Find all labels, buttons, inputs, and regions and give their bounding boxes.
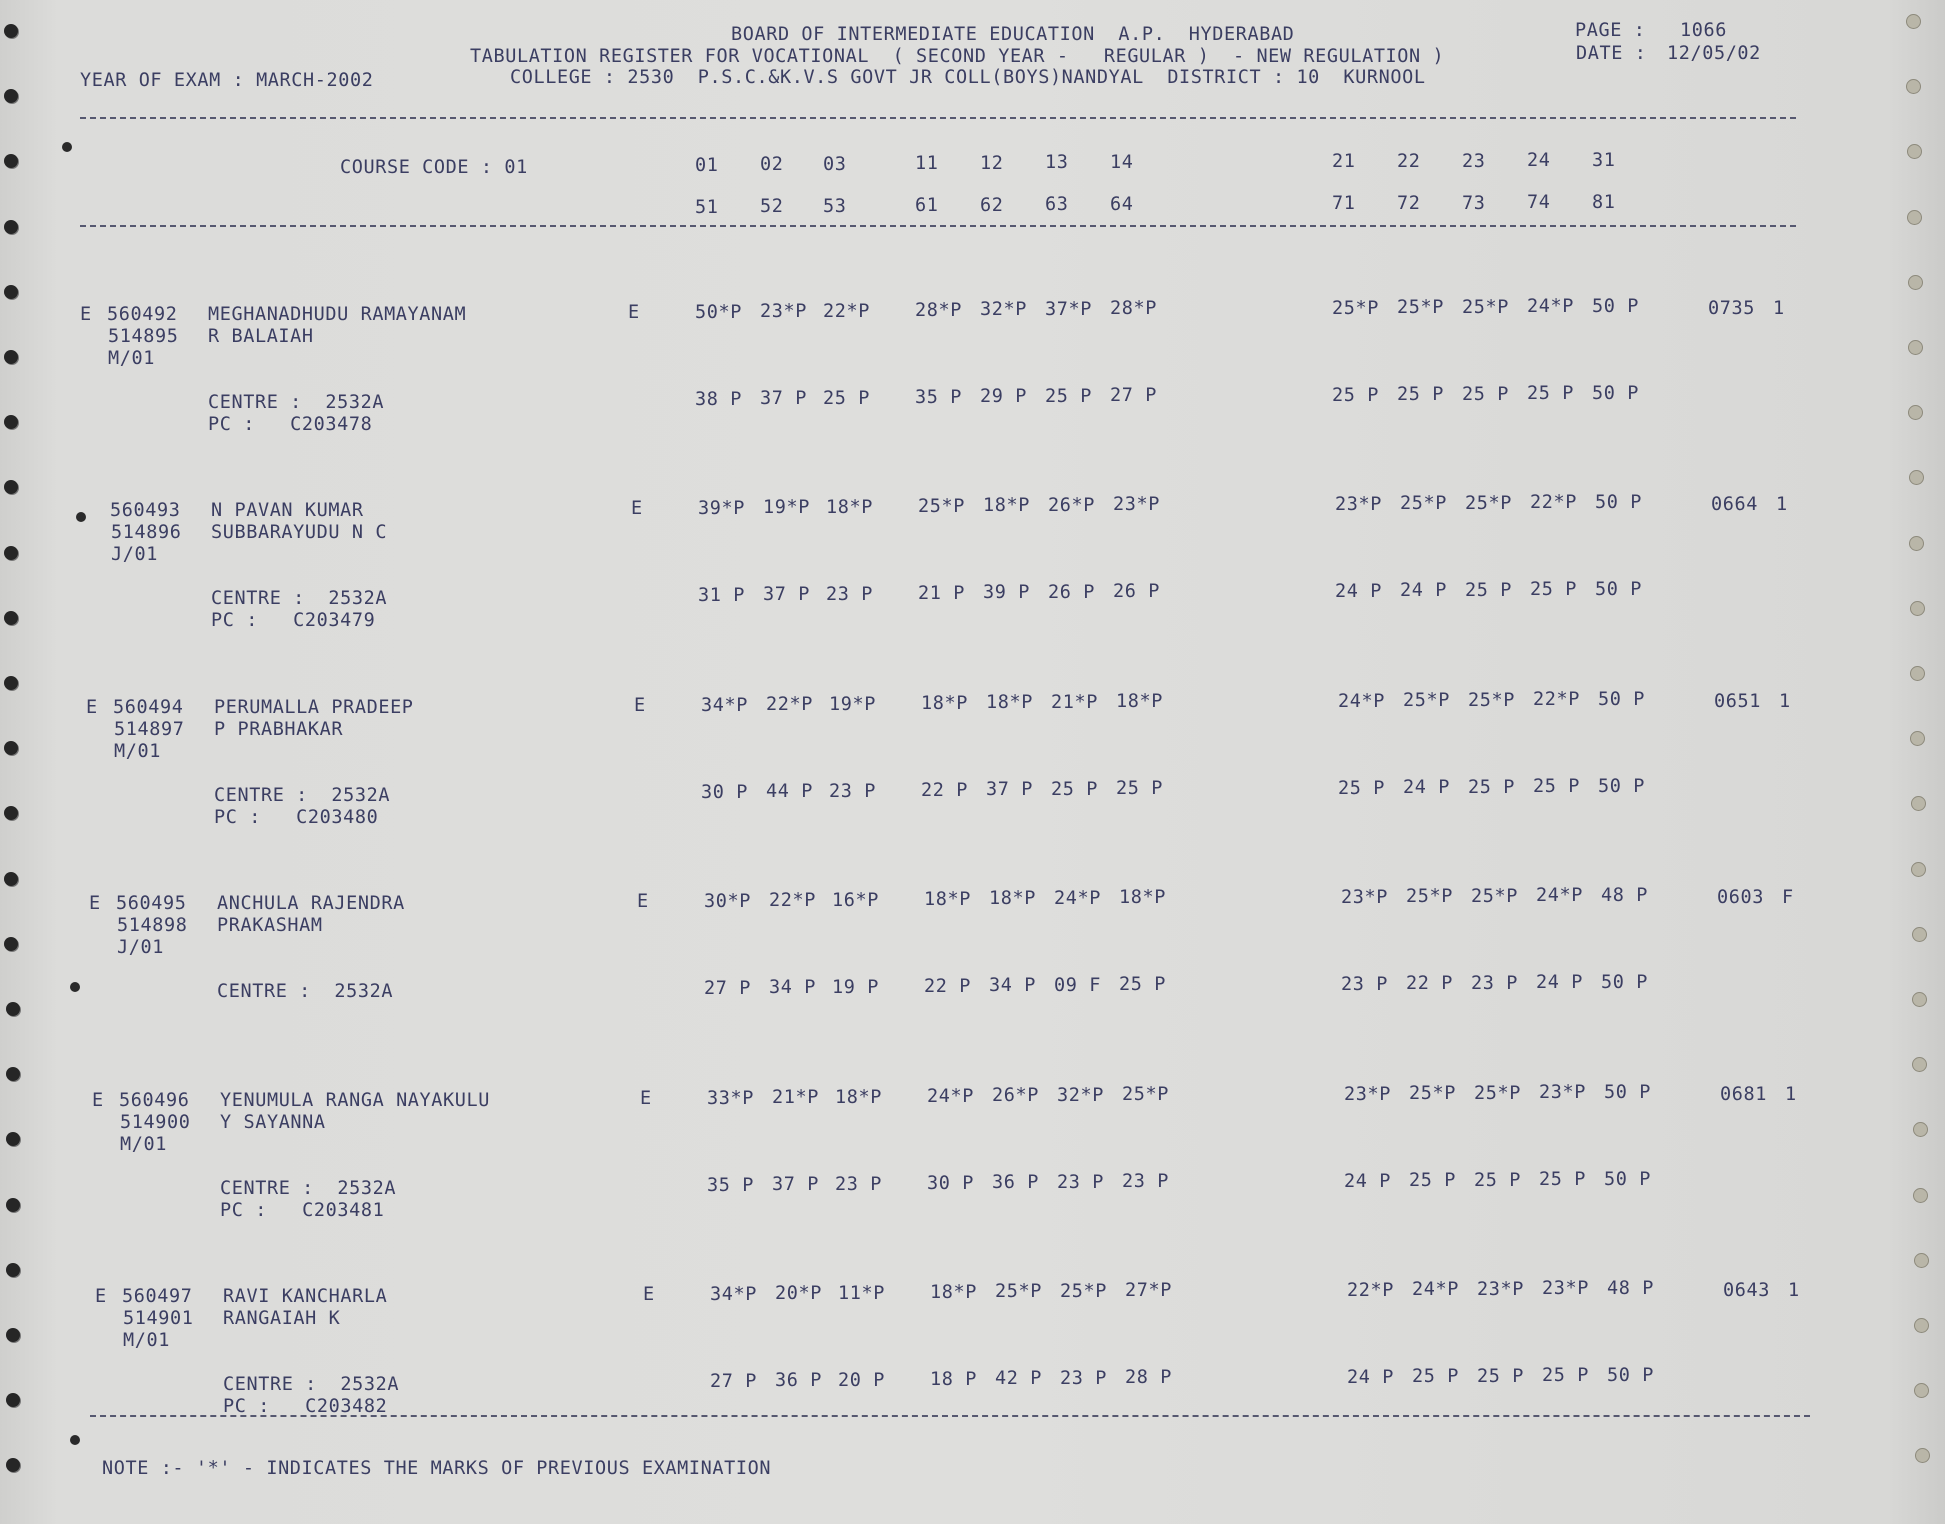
mark-second-year: 25 P <box>1045 385 1092 407</box>
course-code: 24 <box>1527 150 1551 172</box>
feed-hole <box>6 1198 20 1212</box>
mark-second-year: 20 P <box>838 1369 885 1391</box>
mark-second-year: 25 P <box>1533 776 1580 798</box>
mark-second-year: 09 F <box>1054 974 1101 996</box>
report-date: 12/05/02 <box>1667 43 1761 64</box>
feed-hole <box>4 24 18 38</box>
mark-first-year: 50 P <box>1595 492 1642 513</box>
mark-first-year: 48 P <box>1607 1278 1654 1299</box>
course-code: 62 <box>980 194 1004 216</box>
mark-first-year: 50*P <box>695 302 742 323</box>
mark-first-year: 20*P <box>775 1283 822 1305</box>
pc-number: PC : C203480 <box>214 807 379 828</box>
roll-number: 560492 <box>107 304 178 325</box>
feed-hole <box>1914 1253 1929 1268</box>
mark-first-year: 27*P <box>1125 1280 1172 1302</box>
category: J/01 <box>111 544 158 565</box>
centre: CENTRE : 2532A <box>208 392 385 413</box>
mark-first-year: 34*P <box>710 1284 757 1305</box>
roll-number: 560497 <box>122 1286 193 1307</box>
mark-first-year: 21*P <box>1051 691 1098 713</box>
mark-second-year: 23 P <box>1471 972 1518 994</box>
mark-first-year: 26*P <box>992 1085 1039 1107</box>
mark-first-year: 25*P <box>918 495 965 517</box>
mark-first-year: 16*P <box>832 889 879 911</box>
grand-total: 0735 <box>1708 298 1755 319</box>
medium: E <box>628 302 640 323</box>
father-name: PRAKASHAM <box>217 915 323 936</box>
feed-hole <box>6 1328 20 1342</box>
mark-first-year: 25*P <box>1122 1084 1169 1106</box>
feed-hole <box>4 937 18 951</box>
result: 1 <box>1779 691 1791 712</box>
feed-hole <box>6 1067 20 1081</box>
student-name: PERUMALLA PRADEEP <box>214 697 414 718</box>
mark-second-year: 50 P <box>1607 1365 1654 1386</box>
mark-second-year: 28 P <box>1125 1367 1172 1389</box>
registration-number: 514895 <box>108 326 179 347</box>
footnote: NOTE :- '*' - INDICATES THE MARKS OF PREVIOUS EXAMINATION <box>102 1458 772 1479</box>
printer-mark <box>70 982 80 992</box>
mark-second-year: 25 P <box>1397 383 1444 405</box>
mark-second-year: 35 P <box>707 1175 754 1196</box>
course-code: 12 <box>980 152 1004 174</box>
pc-number: PC : C203482 <box>223 1396 388 1417</box>
registration-number: 514897 <box>114 719 185 740</box>
mark-first-year: 18*P <box>826 496 873 518</box>
course-code: 73 <box>1462 192 1486 214</box>
mark-second-year: 25 P <box>1332 384 1379 406</box>
mark-second-year: 21 P <box>918 582 965 604</box>
pc-number: PC : C203478 <box>208 414 373 435</box>
father-name: RANGAIAH K <box>223 1308 341 1329</box>
medium: E <box>631 498 643 519</box>
mark-first-year: 50 P <box>1598 689 1645 710</box>
board-title: BOARD OF INTERMEDIATE EDUCATION A.P. HYDERABAD <box>731 24 1295 45</box>
page-label: PAGE : <box>1575 20 1646 41</box>
mark-first-year: 50 P <box>1604 1082 1651 1103</box>
mark-first-year: 24*P <box>1412 1278 1459 1300</box>
course-code: 23 <box>1462 150 1486 172</box>
mark-second-year: 25 P <box>1527 383 1574 405</box>
mark-first-year: 34*P <box>701 695 748 716</box>
mark-first-year: 18*P <box>930 1281 977 1303</box>
father-name: Y SAYANNA <box>220 1112 326 1133</box>
centre: CENTRE : 2532A <box>211 588 388 609</box>
feed-hole <box>6 1263 20 1277</box>
feed-hole <box>1908 275 1923 290</box>
mark-first-year: 19*P <box>763 497 810 519</box>
mark-second-year: 25 P <box>1116 778 1163 800</box>
feed-hole <box>1914 1318 1929 1333</box>
category: M/01 <box>114 741 161 762</box>
mark-first-year: 23*P <box>1477 1278 1524 1300</box>
mark-first-year: 11*P <box>838 1282 885 1304</box>
mark-second-year: 44 P <box>766 781 813 803</box>
mark-second-year: 39 P <box>983 582 1030 604</box>
mark-second-year: 31 P <box>698 585 745 606</box>
mark-first-year: 25*P <box>1332 297 1379 319</box>
tabulation-title: TABULATION REGISTER FOR VOCATIONAL ( SECOND YEAR - REGULAR ) - NEW REGULATION ) <box>470 46 1445 67</box>
mark-second-year: 24 P <box>1344 1170 1391 1192</box>
mark-first-year: 48 P <box>1601 885 1648 906</box>
pc-number: PC : C203481 <box>220 1200 385 1221</box>
mark-first-year: 23*P <box>1335 493 1382 515</box>
medium: E <box>634 695 646 716</box>
mark-first-year: 22*P <box>766 694 813 716</box>
feed-hole <box>4 741 18 755</box>
father-name: R BALAIAH <box>208 326 314 347</box>
mark-second-year: 23 P <box>826 583 873 605</box>
mark-first-year: 18*P <box>835 1086 882 1108</box>
category: M/01 <box>120 1134 167 1155</box>
mark-first-year: 24*P <box>927 1085 974 1107</box>
mark-first-year: 33*P <box>707 1088 754 1109</box>
mark-first-year: 25*P <box>1462 296 1509 318</box>
mark-first-year: 24*P <box>1536 885 1583 907</box>
mark-second-year: 26 P <box>1113 581 1160 603</box>
father-name: SUBBARAYUDU N C <box>211 522 388 543</box>
medium: E <box>640 1088 652 1109</box>
mark-first-year: 18*P <box>989 888 1036 910</box>
feed-hole <box>1911 862 1926 877</box>
feed-hole <box>1908 405 1923 420</box>
course-code: 14 <box>1110 151 1134 173</box>
feed-hole <box>1906 79 1921 94</box>
mark-second-year: 22 P <box>921 779 968 801</box>
student-name: RAVI KANCHARLA <box>223 1286 388 1307</box>
mark-first-year: 23*P <box>1341 886 1388 908</box>
mark-second-year: 50 P <box>1604 1169 1651 1190</box>
course-code: 03 <box>823 153 847 175</box>
mark-first-year: 25*P <box>1406 885 1453 907</box>
course-code: 02 <box>760 154 784 176</box>
year-of-exam: YEAR OF EXAM : MARCH-2002 <box>80 70 374 91</box>
mark-first-year: 22*P <box>769 890 816 912</box>
course-code: 13 <box>1045 152 1069 174</box>
feed-hole <box>1909 536 1924 551</box>
result: 1 <box>1773 298 1785 319</box>
record-prefix: E <box>86 697 98 718</box>
feed-hole <box>1910 601 1925 616</box>
printer-mark <box>76 512 86 522</box>
mark-second-year: 22 P <box>1406 972 1453 994</box>
course-code: 72 <box>1397 192 1421 214</box>
course-code: 11 <box>915 153 939 175</box>
category: J/01 <box>117 937 164 958</box>
roll-number: 560496 <box>119 1090 190 1111</box>
mark-second-year: 37 P <box>772 1174 819 1196</box>
mark-first-year: 25*P <box>1403 689 1450 711</box>
centre: CENTRE : 2532A <box>223 1374 400 1395</box>
mark-second-year: 23 P <box>1341 973 1388 995</box>
mark-first-year: 24*P <box>1338 690 1385 712</box>
feed-hole <box>4 611 18 625</box>
result: 1 <box>1776 494 1788 515</box>
mark-second-year: 25 P <box>1338 777 1385 799</box>
mark-second-year: 23 P <box>1122 1171 1169 1193</box>
mark-second-year: 23 P <box>829 780 876 802</box>
course-code: 74 <box>1527 192 1551 214</box>
result: 1 <box>1788 1280 1800 1301</box>
feed-hole <box>1907 210 1922 225</box>
printer-mark <box>62 142 72 152</box>
course-code: 81 <box>1592 192 1616 213</box>
mark-first-year: 22*P <box>1530 492 1577 514</box>
left-tractor-feed-holes <box>4 0 26 1524</box>
mark-first-year: 25*P <box>1400 492 1447 514</box>
feed-hole <box>4 872 18 886</box>
grand-total: 0603 <box>1717 887 1764 908</box>
mark-first-year: 25*P <box>1474 1082 1521 1104</box>
mark-second-year: 23 P <box>1060 1367 1107 1389</box>
feed-hole <box>4 806 18 820</box>
registration-number: 514900 <box>120 1112 191 1133</box>
mark-second-year: 24 P <box>1403 776 1450 798</box>
result: F <box>1782 887 1794 908</box>
mark-second-year: 23 P <box>835 1173 882 1195</box>
mark-first-year: 18*P <box>1119 887 1166 909</box>
mark-second-year: 25 P <box>1474 1169 1521 1191</box>
result: 1 <box>1785 1084 1797 1105</box>
grand-total: 0681 <box>1720 1084 1767 1105</box>
mark-second-year: 24 P <box>1536 972 1583 994</box>
mark-second-year: 38 P <box>695 389 742 410</box>
feed-hole <box>4 220 18 234</box>
mark-first-year: 19*P <box>829 693 876 715</box>
roll-number: 560495 <box>116 893 187 914</box>
course-code: 51 <box>695 197 719 218</box>
course-code: 61 <box>915 195 939 217</box>
mark-first-year: 30*P <box>704 891 751 912</box>
mark-second-year: 25 P <box>1409 1169 1456 1191</box>
mark-second-year: 23 P <box>1057 1171 1104 1193</box>
mark-second-year: 26 P <box>1048 581 1095 603</box>
mark-first-year: 22*P <box>823 300 870 322</box>
mark-second-year: 37 P <box>760 388 807 410</box>
feed-hole <box>1910 666 1925 681</box>
mark-second-year: 34 P <box>769 977 816 999</box>
mark-first-year: 25*P <box>1468 689 1515 711</box>
mark-second-year: 34 P <box>989 975 1036 997</box>
mark-second-year: 50 P <box>1601 972 1648 993</box>
feed-hole <box>4 154 18 168</box>
mark-first-year: 24*P <box>1527 296 1574 318</box>
mark-first-year: 25*P <box>1409 1082 1456 1104</box>
mark-second-year: 30 P <box>701 782 748 803</box>
course-code: 63 <box>1045 194 1069 216</box>
student-name: N PAVAN KUMAR <box>211 500 364 521</box>
student-name: YENUMULA RANGA NAYAKULU <box>220 1090 490 1111</box>
feed-hole <box>1906 14 1921 29</box>
feed-hole <box>1912 992 1927 1007</box>
course-code: 01 <box>695 155 719 176</box>
feed-hole <box>4 350 18 364</box>
mark-second-year: 36 P <box>775 1370 822 1392</box>
mark-second-year: 25 P <box>823 387 870 409</box>
page-number: 1066 <box>1680 20 1727 41</box>
feed-hole <box>6 1393 20 1407</box>
course-code: 52 <box>760 196 784 218</box>
mark-second-year: 19 P <box>832 976 879 998</box>
mark-second-year: 27 P <box>710 1371 757 1392</box>
mark-first-year: 23*P <box>1542 1278 1589 1300</box>
mark-first-year: 23*P <box>760 301 807 323</box>
feed-hole <box>4 285 18 299</box>
feed-hole <box>1912 927 1927 942</box>
feed-hole <box>6 1132 20 1146</box>
roll-number: 560494 <box>113 697 184 718</box>
mark-second-year: 24 P <box>1335 580 1382 602</box>
record-prefix: E <box>92 1090 104 1111</box>
registration-number: 514901 <box>123 1308 194 1329</box>
mark-second-year: 24 P <box>1400 579 1447 601</box>
mark-second-year: 37 P <box>763 584 810 606</box>
mark-second-year: 37 P <box>986 779 1033 801</box>
father-name: P PRABHAKAR <box>214 719 344 740</box>
mark-second-year: 25 P <box>1119 974 1166 996</box>
mark-first-year: 23*P <box>1113 494 1160 516</box>
mark-first-year: 18*P <box>986 692 1033 714</box>
mark-first-year: 26*P <box>1048 494 1095 516</box>
course-code: 71 <box>1332 193 1356 215</box>
course-code: 64 <box>1110 193 1134 215</box>
centre: CENTRE : 2532A <box>220 1178 397 1199</box>
mark-first-year: 18*P <box>1116 691 1163 713</box>
mark-first-year: 23*P <box>1344 1083 1391 1105</box>
roll-number: 560493 <box>110 500 181 521</box>
centre: CENTRE : 2532A <box>214 785 391 806</box>
mark-first-year: 22*P <box>1533 689 1580 711</box>
right-tractor-feed-holes <box>1900 0 1922 1524</box>
feed-hole <box>1913 1188 1928 1203</box>
mark-second-year: 25 P <box>1412 1365 1459 1387</box>
mark-second-year: 50 P <box>1592 383 1639 404</box>
feed-hole <box>4 480 18 494</box>
college-info: COLLEGE : 2530 P.S.C.&K.V.S GOVT JR COLL(BOYS)NANDYAL DISTRICT : 10 KURNOOL <box>510 67 1426 88</box>
course-code: 31 <box>1592 150 1616 171</box>
medium: E <box>643 1284 655 1305</box>
category: M/01 <box>108 348 155 369</box>
mark-second-year: 25 P <box>1530 579 1577 601</box>
course-code: 22 <box>1397 150 1421 172</box>
course-code: 53 <box>823 195 847 217</box>
course-code: 21 <box>1332 151 1356 173</box>
centre: CENTRE : 2532A <box>217 981 394 1002</box>
header-divider-bottom <box>80 225 1796 227</box>
footer-divider <box>90 1415 1810 1417</box>
record-prefix: E <box>95 1286 107 1307</box>
mark-first-year: 24*P <box>1054 887 1101 909</box>
medium: E <box>637 891 649 912</box>
mark-second-year: 27 P <box>704 978 751 999</box>
pc-number: PC : C203479 <box>211 610 376 631</box>
mark-second-year: 29 P <box>980 386 1027 408</box>
printer-mark <box>70 1435 80 1445</box>
feed-hole <box>4 89 18 103</box>
record-prefix: E <box>89 893 101 914</box>
mark-first-year: 21*P <box>772 1087 819 1109</box>
feed-hole <box>1907 144 1922 159</box>
registration-number: 514898 <box>117 915 188 936</box>
mark-second-year: 24 P <box>1347 1366 1394 1388</box>
record-prefix: E <box>80 304 92 325</box>
mark-first-year: 25*P <box>1060 1280 1107 1302</box>
mark-first-year: 18*P <box>921 692 968 714</box>
mark-second-year: 27 P <box>1110 385 1157 407</box>
mark-first-year: 28*P <box>915 299 962 321</box>
mark-first-year: 50 P <box>1592 296 1639 317</box>
student-name: MEGHANADHUDU RAMAYANAM <box>208 304 467 325</box>
mark-first-year: 25*P <box>1471 885 1518 907</box>
category: M/01 <box>123 1330 170 1351</box>
grand-total: 0651 <box>1714 691 1761 712</box>
mark-first-year: 32*P <box>980 299 1027 321</box>
header-divider-top <box>80 117 1796 119</box>
mark-second-year: 50 P <box>1595 579 1642 600</box>
student-name: ANCHULA RAJENDRA <box>217 893 405 914</box>
mark-first-year: 25*P <box>1465 492 1512 514</box>
feed-hole <box>1909 470 1924 485</box>
mark-second-year: 50 P <box>1598 776 1645 797</box>
mark-second-year: 25 P <box>1468 776 1515 798</box>
date-label: DATE : <box>1576 43 1647 64</box>
mark-second-year: 22 P <box>924 975 971 997</box>
mark-second-year: 25 P <box>1542 1365 1589 1387</box>
course-code-label: COURSE CODE : 01 <box>340 157 528 178</box>
mark-second-year: 35 P <box>915 386 962 408</box>
mark-first-year: 18*P <box>983 495 1030 517</box>
mark-second-year: 25 P <box>1465 579 1512 601</box>
registration-number: 514896 <box>111 522 182 543</box>
mark-first-year: 18*P <box>924 888 971 910</box>
mark-second-year: 25 P <box>1051 778 1098 800</box>
feed-hole <box>4 415 18 429</box>
feed-hole <box>6 1002 20 1016</box>
mark-second-year: 25 P <box>1539 1169 1586 1191</box>
feed-hole <box>4 546 18 560</box>
mark-second-year: 25 P <box>1477 1365 1524 1387</box>
grand-total: 0643 <box>1723 1280 1770 1301</box>
mark-first-year: 22*P <box>1347 1279 1394 1301</box>
mark-second-year: 36 P <box>992 1172 1039 1194</box>
mark-first-year: 25*P <box>1397 296 1444 318</box>
feed-hole <box>4 676 18 690</box>
mark-first-year: 28*P <box>1110 298 1157 320</box>
mark-second-year: 42 P <box>995 1368 1042 1390</box>
mark-first-year: 25*P <box>995 1281 1042 1303</box>
feed-hole <box>1908 340 1923 355</box>
mark-second-year: 25 P <box>1462 383 1509 405</box>
mark-second-year: 18 P <box>930 1368 977 1390</box>
grand-total: 0664 <box>1711 494 1758 515</box>
mark-second-year: 30 P <box>927 1172 974 1194</box>
mark-first-year: 23*P <box>1539 1082 1586 1104</box>
mark-first-year: 39*P <box>698 498 745 519</box>
feed-hole <box>6 1458 20 1472</box>
mark-first-year: 32*P <box>1057 1084 1104 1106</box>
mark-first-year: 37*P <box>1045 298 1092 320</box>
